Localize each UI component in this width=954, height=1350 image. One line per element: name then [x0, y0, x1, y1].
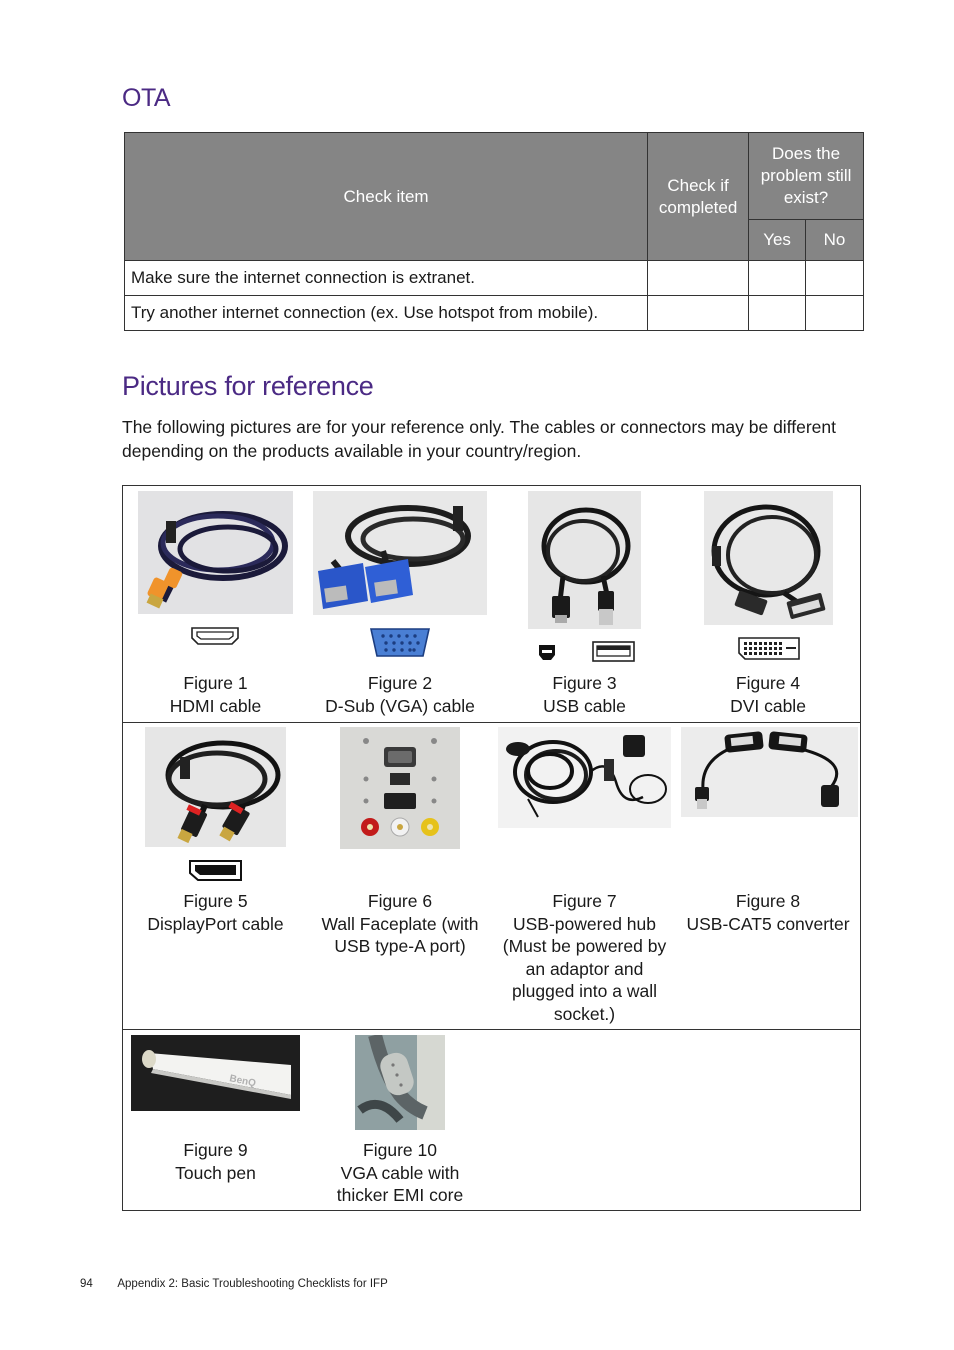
- figure-10-caption: [313, 1139, 487, 1207]
- figure-7-caption: [496, 890, 673, 1025]
- header-no: No: [806, 220, 864, 261]
- figure-description: socket.): [553, 1003, 616, 1024]
- figure-description: thicker EMI core: [336, 1185, 464, 1205]
- figure-grid: [122, 485, 861, 1211]
- displayport-port-icon: [188, 859, 243, 887]
- figure-description: DisplayPort cable: [147, 913, 284, 934]
- figure-description: USB-CAT5 converter: [686, 913, 850, 934]
- row-divider: [123, 1029, 860, 1030]
- completed-cell: [648, 261, 749, 296]
- check-item-cell: Try another internet connection (ex. Use hotspot from mobile).: [125, 296, 648, 331]
- figure-description: D-Sub (VGA) cable: [325, 695, 475, 716]
- figure-number: Figure 5: [183, 891, 248, 911]
- no-cell: [806, 296, 864, 331]
- no-cell: [806, 261, 864, 296]
- dvi-port-icon: [737, 636, 801, 666]
- figure-description: plugged into a wall: [512, 981, 657, 1001]
- figure-description: USB type-A port): [334, 936, 466, 956]
- figure-description: HDMI cable: [169, 695, 262, 716]
- figure-description: USB cable: [543, 695, 626, 716]
- check-item-cell: Make sure the internet connection is extranet.: [125, 261, 648, 296]
- usb-a-port-icon: [592, 641, 635, 667]
- figure-number: Figure 2: [367, 673, 433, 693]
- displayport-cable-photo: [145, 727, 286, 847]
- dvi-cable-photo: [704, 491, 833, 625]
- figure-number: Figure 8: [735, 891, 801, 911]
- figure-description: USB-powered hub: [513, 913, 656, 934]
- figure-8-caption: [675, 890, 861, 935]
- header-yes: Yes: [749, 220, 806, 261]
- figure-number: Figure 9: [183, 1140, 248, 1160]
- completed-cell: [648, 296, 749, 331]
- page-footer: [80, 1278, 388, 1290]
- vga-cable-photo: [313, 491, 487, 615]
- ota-checklist-table: [124, 132, 864, 331]
- wall-faceplate-photo: [340, 727, 460, 849]
- figure-number: Figure 4: [735, 673, 801, 693]
- row-divider: [123, 722, 860, 723]
- header-check-item: Check item: [125, 133, 648, 261]
- figure-number: Figure 10: [363, 1140, 437, 1160]
- header-problem-exists: Does the problem still exist?: [749, 133, 864, 220]
- figure-number: Figure 1: [183, 673, 248, 693]
- hdmi-port-icon: [190, 626, 240, 651]
- footer-section-title: Appendix 2: Basic Troubleshooting Checklists for IFP: [117, 1278, 388, 1290]
- figure-description: DVI cable: [730, 695, 806, 716]
- figure-4-caption: [683, 672, 853, 717]
- figure-description: VGA cable with: [340, 1162, 460, 1183]
- figure-description: Wall Faceplate (with: [321, 913, 479, 934]
- figure-6-caption: [311, 890, 489, 958]
- figure-2-caption: [313, 672, 487, 717]
- figure-number: Figure 3: [552, 673, 617, 693]
- touch-pen-photo: [131, 1035, 300, 1111]
- usb-b-port-icon: [537, 644, 557, 666]
- figure-description: Touch pen: [175, 1162, 256, 1183]
- table-row: [125, 296, 864, 331]
- figure-1-caption: [138, 672, 293, 717]
- figure-number: Figure 7: [552, 891, 617, 911]
- figure-9-caption: [138, 1139, 293, 1184]
- figure-5-caption: [138, 890, 293, 935]
- touch-pen-brand-logo: BenQ: [228, 1073, 257, 1090]
- usb-cat5-converter-photo: [681, 727, 858, 817]
- vga-emi-core-photo: [355, 1035, 445, 1130]
- usb-powered-hub-photo: [498, 727, 671, 828]
- pictures-intro: The following pictures are for your reference only. The cables or connectors may be different depending on the products available in your country/region.: [122, 417, 836, 461]
- yes-cell: [749, 261, 806, 296]
- usb-cable-photo: [528, 491, 641, 629]
- table-row: [125, 261, 864, 296]
- figure-description: an adaptor and: [525, 958, 644, 979]
- hdmi-cable-photo: [138, 491, 293, 614]
- pictures-heading: Pictures for reference: [122, 371, 374, 401]
- header-check-if-completed: Check if completed: [648, 133, 749, 261]
- ota-heading: OTA: [122, 84, 171, 112]
- figure-number: Figure 6: [367, 891, 433, 911]
- yes-cell: [749, 296, 806, 331]
- vga-port-icon: [369, 626, 431, 664]
- figure-description: (Must be powered by: [502, 936, 667, 956]
- page-number: 94: [80, 1278, 93, 1290]
- figure-3-caption: [508, 672, 661, 717]
